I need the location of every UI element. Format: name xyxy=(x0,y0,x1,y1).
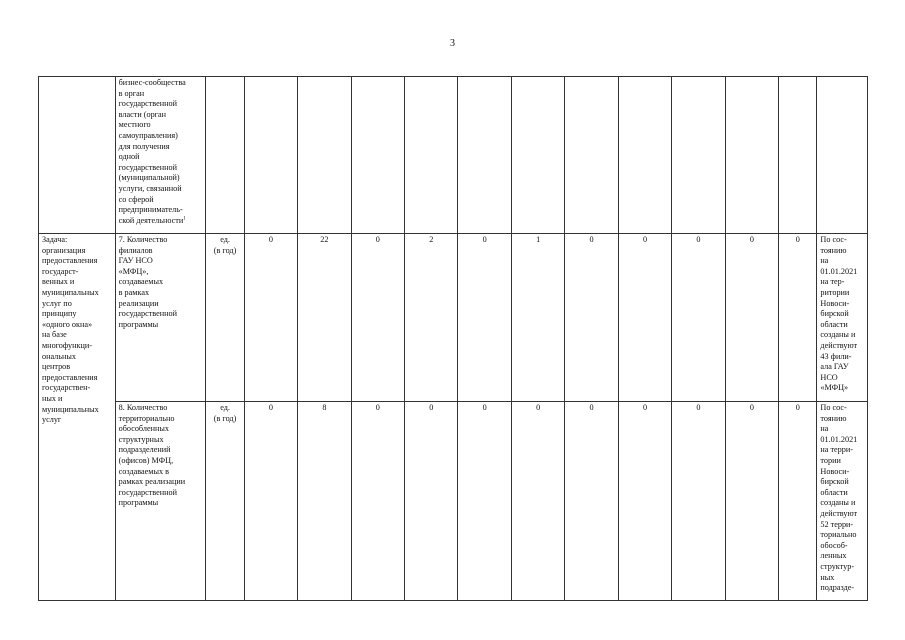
value-cell: 2 xyxy=(405,234,458,402)
value-cell: 0 xyxy=(511,402,564,601)
value-cell: 0 xyxy=(458,234,511,402)
indicators-table xyxy=(38,76,868,601)
value-cell: 0 xyxy=(244,402,297,601)
value-cell: 0 xyxy=(725,402,778,601)
value-cell: 0 xyxy=(458,402,511,601)
unit-cell: ед. (в год) xyxy=(206,234,244,402)
note-cell: По сос- тоянию на 01.01.2021 на терри- тории Новоси- бирской области созданы и действуют 52 терри- ториально обособ- ленных структур- ных подразде- xyxy=(817,402,868,601)
indicator-cell: 7. Количество филиалов ГАУ НСО «МФЦ», создаваемых в рамках реализации государственной программы xyxy=(115,234,206,402)
value-cell: 8 xyxy=(298,402,351,601)
footnote-marker: 1 xyxy=(183,215,186,221)
value-cell: 0 xyxy=(672,234,725,402)
value-cell: 0 xyxy=(779,234,817,402)
value-cell: 0 xyxy=(779,402,817,601)
value-cell: 0 xyxy=(618,234,671,402)
value-cell: 0 xyxy=(351,402,404,601)
value-cell: 0 xyxy=(405,402,458,601)
table-row xyxy=(39,402,868,601)
task-cell: Задача: организация предоставления государст- венных и муниципальных услуг по принципу «одного окна» на базе многофункци- ональных центров предоставления государствен- ных и муниципальных услуг xyxy=(39,234,116,601)
indicator-cell: 8. Количество территориально обособленных структурных подразделений (офисов) МФЦ, создаваемых в рамках реализации государственной программы xyxy=(115,402,206,601)
table-row-continuation xyxy=(39,77,868,234)
value-cell: 0 xyxy=(565,402,618,601)
table-row xyxy=(39,234,868,402)
value-cell: 0 xyxy=(244,234,297,402)
page-number: 3 xyxy=(450,38,455,49)
value-cell: 1 xyxy=(511,234,564,402)
value-cell: 22 xyxy=(298,234,351,402)
value-cell: 0 xyxy=(351,234,404,402)
value-cell: 0 xyxy=(618,402,671,601)
note-cell: По сос- тоянию на 01.01.2021 на тер- ритории Новоси- бирской области созданы и действуют 43 фили- ала ГАУ НСО «МФЦ» xyxy=(817,234,868,402)
unit-cell: ед. (в год) xyxy=(206,402,244,601)
value-cell: 0 xyxy=(672,402,725,601)
value-cell: 0 xyxy=(725,234,778,402)
task-cell-empty xyxy=(39,77,116,234)
indicator-cell: бизнес-сообщества в орган государственной власти (орган местного самоуправления) для получения одной государственной (муниципальной) услуги, связанной со сферой предприниматель- ской деятельности$^1$ xyxy=(115,77,206,234)
value-cell: 0 xyxy=(565,234,618,402)
